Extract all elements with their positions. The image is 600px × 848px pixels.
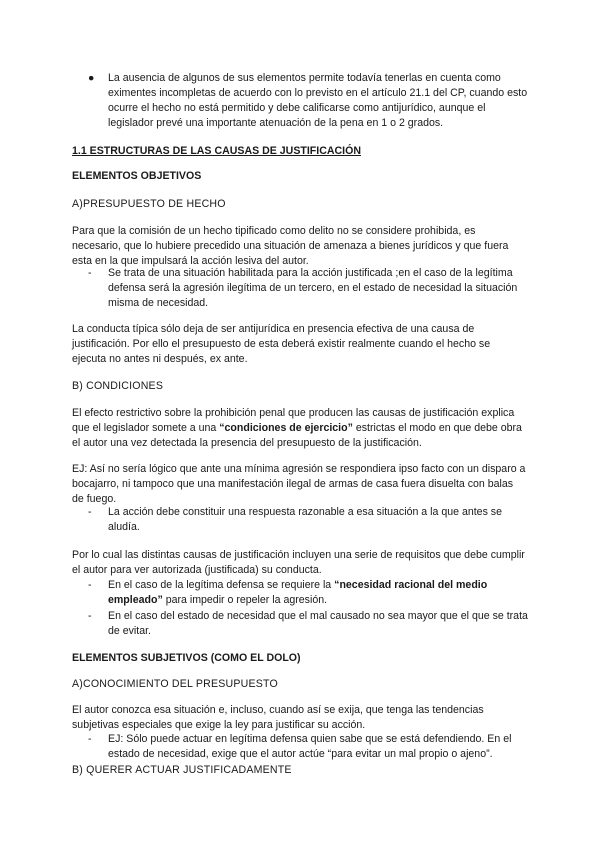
condiciones-dash-text-1: La acción debe constituir una respuesta razonable a esa situación a la que antes se aludía. xyxy=(108,506,502,533)
condiciones-heading: B) CONDICIONES xyxy=(72,380,164,392)
dash-marker: - xyxy=(88,579,92,591)
condiciones-p1-text-a: El efecto restrictivo sobre la prohibición penal que producen las causas de justificación explica que el legislador somete a una xyxy=(72,407,515,434)
intro-bullet-text: La ausencia de algunos de sus elementos permite todavía tenerlas en cuenta como eximentes incompletas de acuerdo con lo previsto en el artículo 21.1 del CP, cuando esto ocurre el hecho no está permitido y debe calificarse como antijurídico, aunque el legislador prevé una importante atenuación de la pena en 1 o 2 grados. xyxy=(108,72,528,129)
condiciones-p1-bold: “condiciones de ejercicio” xyxy=(219,422,353,434)
dash2-text-b: para impedir o repeler la agresión. xyxy=(162,594,328,606)
condiciones-dash-text-2 xyxy=(108,578,528,608)
presupuesto-heading: A)PRESUPUESTO DE HECHO xyxy=(72,198,226,210)
condiciones-p1-text-b: estrictas el modo en que debe obra el autor una vez detectada la presencia del presupuesto de la justificación. xyxy=(72,422,522,449)
presupuesto-paragraph-1: Para que la comisión de un hecho tipificado como delito no se considere prohibida, es necesario, que lo hubiere precedido una situación de amenaza a bienes jurídicos y que fuera esta en la que impulsará la acción lesiva del autor. xyxy=(72,225,509,267)
condiciones-paragraph-3: Por lo cual las distintas causas de justificación incluyen una serie de requisitos que debe cumplir el autor para ver autorizada (justificada) su conducta. xyxy=(72,549,525,576)
condiciones-dash-text-3: En el caso del estado de necesidad que el mal causado no sea mayor que el que se trata de evitar. xyxy=(108,610,528,637)
subjetivos-heading: ELEMENTOS SUBJETIVOS (COMO EL DOLO) xyxy=(72,652,301,664)
bullet-marker: ● xyxy=(88,72,95,84)
conocimiento-paragraph-1: El autor conozca esa situación e, incluso, cuando así se exija, que tenga las tendencias subjetivas especiales que exige la ley para justificar su acción. xyxy=(72,704,484,731)
dash-marker: - xyxy=(88,610,92,622)
dash-marker: - xyxy=(88,267,92,279)
conocimiento-dash-text: EJ: Sólo puede actuar en legítima defensa quien sabe que se está defendiendo. En el estado de necesidad, exige que el autor actúe “para evitar un mal propio o ajeno”. xyxy=(108,733,512,760)
dash2-bold: “necesidad racional del medio empleado” xyxy=(108,579,488,606)
condiciones-paragraph-1 xyxy=(72,406,527,451)
querer-heading: B) QUERER ACTUAR JUSTIFICADAMENTE xyxy=(72,764,292,776)
objetivos-heading: ELEMENTOS OBJETIVOS xyxy=(72,170,202,182)
dash-marker: - xyxy=(88,733,92,745)
presupuesto-paragraph-2: La conducta típica sólo deja de ser antijurídica en presencia efectiva de una causa de justificación. Por ello el presupuesto de esta deberá existir realmente cuando el hecho se ejecuta no antes ni después, ex ante. xyxy=(72,323,491,365)
section-title: 1.1 ESTRUCTURAS DE LAS CAUSAS DE JUSTIFICACIÓN xyxy=(72,145,362,157)
condiciones-paragraph-2: EJ: Así no sería lógico que ante una mínima agresión se respondiera ipso facto con un disparo a bocajarro, ni tampoco que una manifestación ilegal de armas de casa fuera disuelta con balas de fuego. xyxy=(72,463,526,505)
presupuesto-dash-text: Se trata de una situación habilitada para la acción justificada ;en el caso de la legítima defensa será la agresión ilegítima de un tercero, en el estado de necesidad la situación misma de necesidad. xyxy=(108,267,518,309)
conocimiento-heading: A)CONOCIMIENTO DEL PRESUPUESTO xyxy=(72,678,278,690)
dash-marker: - xyxy=(88,506,92,518)
dash2-text-a: En el caso de la legítima defensa se requiere la xyxy=(108,579,335,591)
